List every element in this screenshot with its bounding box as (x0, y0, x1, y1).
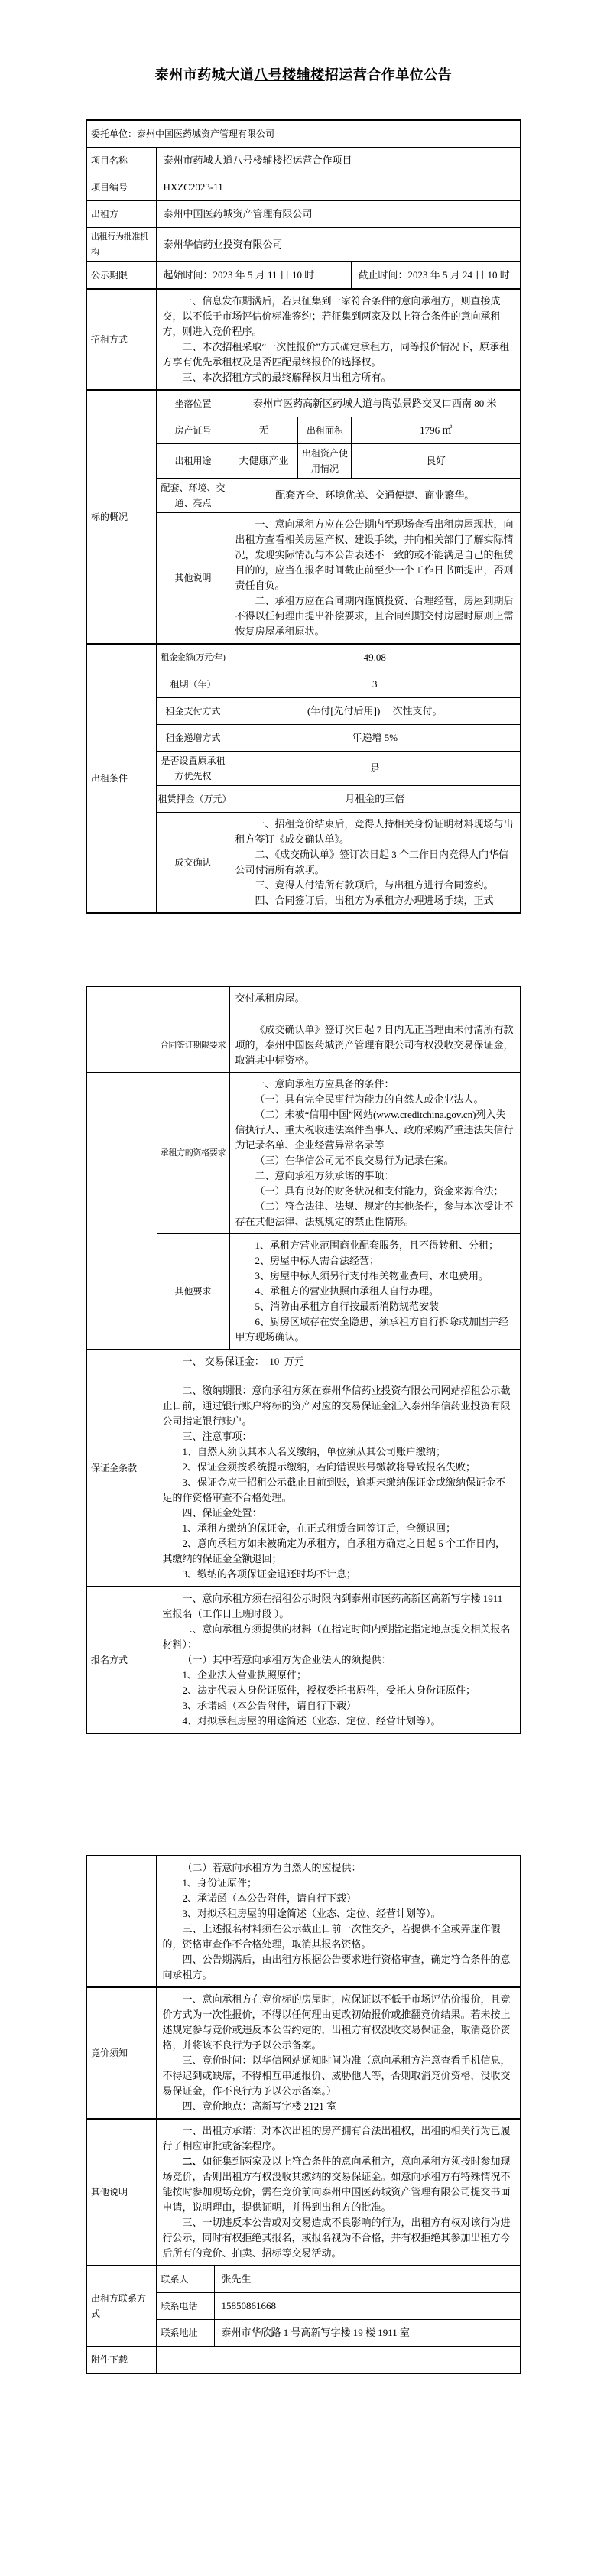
margin-terms-text (157, 1350, 521, 1587)
row-lessor (86, 201, 521, 228)
lessor-label: 出租方 (86, 201, 157, 228)
leasing-method-text (157, 289, 521, 390)
terms-section-label: 出租条件 (86, 644, 157, 913)
paragraph: 三、本次招租方式的最终解释权归出租方所有。 (182, 372, 391, 383)
paragraph: 四、保证金处置： (182, 1507, 262, 1519)
asset-condition-value: 良好 (352, 444, 521, 479)
lease-deposit-label: 租赁押金（万元） (157, 786, 229, 813)
paragraph: 一、意向承租方应具备的条件： (255, 1078, 394, 1090)
project-no-value: HXZC2023-11 (157, 174, 521, 201)
paragraph: 1、身份证原件； (182, 1877, 257, 1889)
paragraph: 3、缴纳的各项保证金退还时均不计息； (182, 1568, 357, 1580)
project-no-label: 项目编号 (86, 174, 157, 201)
paragraph: 6、厨房区域存在安全隐患，须承租方自行拆除或加固并经甲方现场确认。 (235, 1316, 509, 1343)
qualification-text (229, 1073, 521, 1234)
paragraph: 4、承租方的营业执照由承租人自行办理。 (255, 1285, 440, 1297)
paragraph: 3、对拟承租房屋的用途简述（业态、定位、经营计划等）。 (182, 1908, 441, 1919)
paragraph: 二、《成交确认单》签订次日起 3 个工作日内竞得人向华信公司付清所有款项。 (235, 849, 508, 875)
payment-method-value: (年付[先付后用]) 一次性支付。 (229, 698, 521, 725)
row-project-name (86, 148, 521, 174)
lease-deposit-value: 月租金的三倍 (229, 786, 521, 813)
deal-confirm-text (229, 813, 521, 914)
title-post: 招运营合作单位公告 (324, 67, 453, 83)
usage-value: 大健康产业 (229, 444, 298, 479)
confirm-continuation-para: 交付承租房屋。 (235, 992, 305, 1004)
paragraph: 二、意向承租方须承诺的事项： (255, 1170, 394, 1181)
other-notes-label: 其他说明 (86, 2119, 157, 2266)
priority-right-value: 是 (229, 752, 521, 786)
other-requirements-label: 其他要求 (157, 1234, 229, 1350)
paragraph: 2、房屋中标人需合法经营； (255, 1255, 380, 1266)
paragraph: 三、一切违反本公告或对交易造成不良影响的行为，出租方有权对该行为进行公示，同时有权拒绝其报名，或报名视为不合格，并有权拒绝其参加出租方今后所有的竞价、拍卖、招标等交易活动。 (162, 2217, 511, 2259)
contract-deadline-label: 合同签订期限要求 (157, 1018, 229, 1073)
cert-label: 房产证号 (157, 417, 229, 444)
bidding-notes-text (157, 1987, 521, 2119)
payment-method-label: 租金支付方式 (157, 698, 229, 725)
attachment-value (157, 2347, 521, 2374)
bidding-notes-label: 竞价须知 (86, 1987, 157, 2119)
signup-method-label: 报名方式 (86, 1587, 157, 1733)
approver-label: 出租行为批准机构 (86, 228, 157, 262)
location-label: 坐落位置 (157, 390, 229, 417)
paragraph: 一、意向承租方应在公告期内至现场查看出租房屋现状，向出租方查看相关房屋产权、建设手续，并向相关部门了解实际情况，发现实际情况与本公告表述不一致的或不能满足自己的租赁目的的，应当在报名时间截止前至少一个工作日书面提出，否则责任自负。 (235, 518, 514, 591)
row-leasing-method (86, 289, 521, 390)
features-value: 配套齐全、环境优美、交通便捷、商业繁华。 (229, 479, 521, 513)
area-label: 出租面积 (298, 417, 352, 444)
row-entrust-unit (86, 120, 521, 148)
paragraph: 三、上述报名材料须在公示截止日前一次性交齐，若提供不全或弄虚作假的，资格审查作不合格处理，取消其报名资格。 (162, 1923, 501, 1950)
asset-condition-label: 出租资产使用情况 (298, 444, 352, 479)
paragraph: 5、消防由承租方自行按最新消防规范安装 (255, 1301, 440, 1312)
entrust-unit-cell: 委托单位：泰州中国医药城资产管理有限公司 (86, 120, 521, 148)
row-qualification (86, 1073, 521, 1234)
cert-value: 无 (229, 417, 298, 444)
location-value: 泰州市医药高新区药城大道与陶弘景路交叉口西南 80 米 (229, 390, 521, 417)
project-name-value: 泰州市药城大道八号楼辅楼招运营合作项目 (157, 148, 521, 174)
lessor-value: 泰州中国医药城资产管理有限公司 (157, 201, 521, 228)
paragraph: 2、承诺函（本公告附件，请自行下载） (182, 1892, 356, 1904)
row-margin-terms (86, 1350, 521, 1587)
paragraph: 4、对拟承租房屋的用途简述（业态、定位、经营计划等）。 (182, 1715, 441, 1727)
paragraph: 四、竞价地点：高新写字楼 2121 室 (182, 2100, 336, 2112)
paragraph: （二）若意向承租方为自然人的应提供： (182, 1862, 362, 1873)
paragraph: 一、信息发布期满后，若只征集到一家符合条件的意向承租方，则直接成交，以不低于市场评估价标准签约；若征集到两家及以上符合条件的意向承租方，则进入竞价程序。 (162, 295, 501, 337)
contact-address-label: 联系地址 (157, 2320, 215, 2347)
margin-line1-pre: 一、 交易保证金： (182, 1356, 265, 1367)
usage-label: 出租用途 (157, 444, 229, 479)
priority-right-label: 是否设置原承租方优先权 (157, 752, 229, 786)
empty-section-cell (86, 986, 157, 1073)
area-value: 1796 ㎡ (352, 417, 521, 444)
paragraph: 二、缴纳期限：意向承租方须在泰州华信药业投资有限公司网站招租公示截止日前，通过银行账户将标的资产对应的交易保证金汇入泰州华信药业投资有限公司指定银行账户。 (162, 1385, 511, 1427)
publicity-label: 公示期限 (86, 262, 157, 290)
row-location (86, 390, 521, 417)
paragraph: 二、意向承租方须提供的材料（在指定时间内到指定指定地点提交相关报名材料）： (162, 1623, 511, 1650)
paragraph: 1、承租方缴纳的保证金，在正式租赁合同签订后，全额退回； (182, 1522, 456, 1534)
paragraph: 二、如征集到两家及以上符合条件的意向承租方，意向承租方须按时参加现场竞价，否则出租方有权没收其缴纳的交易保证金。如意向承租方有特殊情况不能按时参加现场竞价，需在竞价前向泰州中国医药城资产管理有限公司提交书面申请，说明理由，提供证明，并得到出租方的批准。 (162, 2155, 511, 2213)
signup-continuation-text (157, 1856, 521, 1987)
paragraph: 四、公告期满后，由出租方根据公告要求进行资格审查，确定符合条件的意向承租方。 (162, 1954, 511, 1980)
paragraph: 一、意向承租方须在招租公示时限内到泰州市医药高新区高新写字楼 1911 室报名（工作日上班时段 ）。 (162, 1593, 503, 1619)
row-approver (86, 228, 521, 262)
row-project-no (86, 174, 521, 201)
paragraph: 二、本次招租采取“一次性报价”方式确定承租方，同等报价情况下，原承租方享有优先承租权及是否匹配最终报价的选择权。 (162, 341, 510, 368)
paragraph: 四、合同签订后，出租方为承租方办理进场手续，正式 (255, 895, 494, 906)
publicity-end: 截止时间：2023 年 5 月 24 日 10 时 (352, 262, 521, 290)
paragraph: 三、竞得人付清所有款项后，与出租方进行合同签约。 (255, 879, 494, 891)
paragraph: 1、企业法人营业执照原件； (182, 1669, 307, 1681)
empty-section-cell (86, 1856, 157, 1987)
row-contact-person (86, 2266, 521, 2293)
contact-section-label: 出租方联系方式 (86, 2266, 157, 2347)
empty-section-cell (86, 1073, 157, 1350)
leasing-method-label: 招租方式 (86, 289, 157, 390)
paragraph: （一）其中若意向承租方为企业法人的须提供： (182, 1654, 391, 1665)
title-underlined: 八号楼辅楼 (254, 67, 325, 83)
paragraph: 1、承租方营业范围商业配套服务，且不得转租、分租； (255, 1239, 499, 1251)
paragraph: 2、保证金须按系统提示缴纳，若向错误账号缴款将导致报名失败； (182, 1461, 476, 1473)
paragraph: 3、房屋中标人须另行支付相关物业费用、水电费用。 (255, 1270, 489, 1282)
deal-confirm-label: 成交确认 (157, 813, 229, 914)
contact-phone-value: 15850861668 (215, 2293, 521, 2320)
paragraph: 1、自然人须以其本人名义缴纳，单位须从其公司账户缴纳； (182, 1446, 446, 1457)
row-other-notes (86, 2119, 521, 2266)
paragraph: （二）未被“信用中国”网站(www.creditchina.gov.cn)列入失信执行人、重大税收违法案件当事人、政府采购严重违法失信行为记录名单、企业经营异常名录等 (235, 1109, 514, 1151)
page-title (0, 64, 607, 84)
row-signup-continuation (86, 1856, 521, 1987)
paragraph: 二、承租方应在合同期内谨慎投资、合理经营，房屋到期后不得以任何理由提出补偿要求，且合同到期交付房屋时原则上需恢复房屋承租原状。 (235, 595, 514, 637)
attachment-label: 附件下载 (86, 2347, 157, 2374)
publicity-start: 起始时间：2023 年 5 月 11 日 10 时 (157, 262, 352, 290)
rent-increase-label: 租金递增方式 (157, 725, 229, 752)
paragraph: 一、招租竞价结束后，竞得人持相关身份证明材料现场与出租方签订《成交确认单》。 (235, 818, 514, 845)
project-name-label: 项目名称 (86, 148, 157, 174)
paragraph: 3、保证金应于招租公示截止日前到账，逾期未缴纳保证金或缴纳保证金不足的作资格审查不合格处理。 (162, 1476, 506, 1503)
empty-sublabel-cell (157, 986, 229, 1018)
announcement-table-1 (86, 119, 521, 914)
contact-address-value: 泰州市华欣路 1 号高新写字楼 19 楼 1911 室 (215, 2320, 521, 2347)
rent-amount-label: 租金金额(万元/年) (157, 644, 229, 671)
rent-amount-value: 49.08 (229, 644, 521, 671)
signup-method-text (157, 1587, 521, 1733)
margin-line1 (163, 1354, 515, 1369)
paragraph: 三、注意事项： (182, 1431, 252, 1442)
margin-terms-paras (163, 1383, 515, 1582)
paragraph: （三）在华信公司无不良交易行为记录在案。 (255, 1155, 454, 1166)
overview-other-label: 其他说明 (157, 513, 229, 645)
title-pre: 泰州市药城大道 (154, 67, 255, 83)
row-publicity-period (86, 262, 521, 290)
margin-amount: 10 (264, 1356, 284, 1367)
paragraph: （二）符合法律、法规、规定的其他条件，参与本次受让不存在其他法律、法规规定的禁止性情形。 (235, 1200, 514, 1227)
paragraph: （一）具有完全民事行为能力的自然人或企业法人。 (255, 1093, 484, 1105)
contract-deadline-text (229, 1018, 521, 1073)
paragraph: 《成交确认单》签订次日起 7 日内无正当理由未付清所有款项的，泰州中国医药城资产管理有限公司有权没收交易保证金，取消其中标资格。 (235, 1024, 514, 1066)
paragraph: 一、出租方承诺：对本次出租的房产拥有合法出租权，出租的相关行为已履行了相应审批或备案程序。 (162, 2125, 511, 2152)
margin-line1-post: 万元 (284, 1356, 304, 1367)
approver-value: 泰州华信药业投资有限公司 (157, 228, 521, 262)
row-attachment (86, 2347, 521, 2374)
announcement-table-2 (86, 986, 521, 1734)
confirm-continuation-text (229, 986, 521, 1018)
other-notes-text (157, 2119, 521, 2266)
overview-other-text (229, 513, 521, 645)
contact-phone-label: 联系电话 (157, 2293, 215, 2320)
paragraph: （一）具有良好的财务状况和支付能力，资金来源合法； (255, 1185, 504, 1197)
row-confirm-continuation (86, 986, 521, 1018)
paragraph: 3、承诺函（本公告附件，请自行下载） (182, 1700, 357, 1711)
overview-section-label: 标的概况 (86, 390, 157, 644)
contact-person-label: 联系人 (157, 2266, 215, 2293)
paragraph: 2、法定代表人身份证原件，授权委托书原件，受托人身份证原件； (182, 1684, 476, 1696)
paragraph: 一、意向承租方在竞价标的房屋时，应保证以不低于市场评估价报价，且竞价方式为一次性报价，不得以任何理由更改初始报价或推翻竞价结果。若未按上述规定参与竞价或违反本公告约定的，出租方有权没收交易保证金，取消竞价资格，并将该不良行为予以公示备案。 (162, 1993, 511, 2051)
margin-terms-label: 保证金条款 (86, 1350, 157, 1587)
features-label: 配套、环境、交通、亮点 (157, 479, 229, 513)
qualification-label: 承租方的资格要求 (157, 1073, 229, 1234)
lease-term-value: 3 (229, 671, 521, 698)
lease-term-label: 租期（年） (157, 671, 229, 698)
other-requirements-text (229, 1234, 521, 1350)
contact-person-value: 张先生 (215, 2266, 521, 2293)
row-rent-amount (86, 644, 521, 671)
paragraph: 三、竞价时间：以华信网站通知时间为准（意向承租方注意查看手机信息，不得迟到或缺席，不得相互串通报价、威胁他人等，否则取消竞价资格，没收交易保证金，作不良行为予以公示备案。） (162, 2055, 511, 2097)
paragraph: 2、意向承租方如未被确定为承租方，自承租方确定之日起 5 个工作日内，其缴纳的保证金全额退回； (162, 1538, 506, 1564)
row-bidding-notes (86, 1987, 521, 2119)
rent-increase-value: 年递增 5% (229, 725, 521, 752)
announcement-table-3 (86, 1855, 521, 2374)
row-signup-method (86, 1587, 521, 1733)
